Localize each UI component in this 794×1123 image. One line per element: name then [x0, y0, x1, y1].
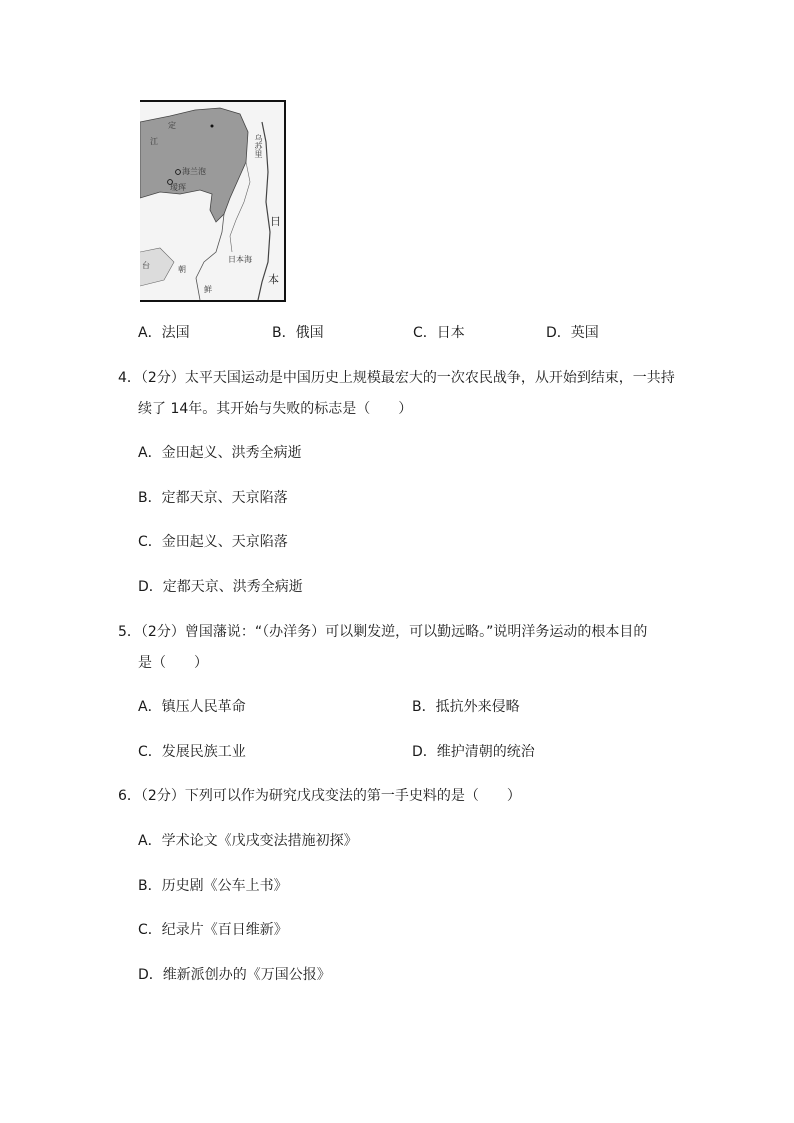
q4-option-a[interactable]: [138, 443, 302, 463]
q5-option-b[interactable]: [412, 697, 520, 717]
q3-option-d[interactable]: [546, 323, 599, 343]
q5-stem-line-2: 是（ ）: [138, 655, 208, 671]
q5-option-a[interactable]: [138, 697, 246, 717]
q4-option-a-text: 金田起义、洪秀全病逝: [161, 445, 302, 461]
q4-option-d-letter: D．: [138, 579, 163, 595]
map-drawing: [140, 102, 284, 300]
map-label-sea: 日本海: [228, 255, 252, 264]
q3-option-b[interactable]: [272, 323, 324, 343]
q3-option-d-text: 英国: [570, 325, 599, 341]
q6-option-d-text: 维新派创办的《万国公报》: [162, 967, 331, 983]
q5-option-c[interactable]: [138, 742, 246, 762]
q6-option-a[interactable]: [138, 831, 358, 851]
q4-option-c-text: 金田起义、天京陷落: [161, 534, 288, 550]
q3-option-c[interactable]: [413, 323, 465, 343]
q6-option-c-letter: C．: [138, 922, 162, 938]
q3-option-b-letter: B．: [272, 325, 296, 341]
q5-option-c-letter: C．: [138, 744, 162, 760]
q6-option-c-text: 纪录片《百日维新》: [161, 922, 288, 938]
q4-option-d-text: 定都天京、洪秀全病逝: [162, 579, 303, 595]
q4-option-c-letter: C．: [138, 534, 162, 550]
city-marker-ding: [211, 125, 214, 128]
q3-option-d-letter: D．: [546, 325, 571, 341]
q6-option-a-letter: A．: [138, 833, 162, 849]
q4-option-d[interactable]: [138, 577, 303, 597]
q4-stem-line-1: 4．（2分）太平天国运动是中国历史上规模最宏大的一次农民战争，从开始到结束，一共持: [118, 370, 675, 386]
q4-option-a-letter: A．: [138, 445, 162, 461]
map-figure: [140, 100, 286, 302]
q3-option-a-letter: A．: [138, 325, 162, 341]
q6-option-a-text: 学术论文《戊戌变法措施初探》: [161, 833, 358, 849]
map-label-jiang: 江: [150, 137, 158, 146]
q4-option-b[interactable]: [138, 488, 288, 508]
q5-option-c-text: 发展民族工业: [161, 744, 246, 760]
q6-option-d-letter: D．: [138, 967, 163, 983]
q4-option-b-text: 定都天京、天京陷落: [161, 490, 288, 506]
map-label-river: 乌苏里: [254, 134, 263, 158]
map-label-chao: 朝: [178, 265, 186, 274]
q6-option-b[interactable]: [138, 876, 288, 896]
map-label-ri: 日: [270, 215, 281, 228]
q6-stem-line-1: 6．（2分）下列可以作为研究戊戌变法的第一手史料的是（ ）: [118, 788, 521, 804]
q3-option-c-letter: C．: [413, 325, 437, 341]
q5-option-a-text: 镇压人民革命: [161, 699, 246, 715]
q5-option-d-text: 维护清朝的统治: [436, 744, 535, 760]
q5-option-b-text: 抵抗外来侵略: [435, 699, 520, 715]
map-label-hailanpao: 海兰泡: [182, 167, 206, 176]
q5-stem-line-1: 5．（2分）曾国藩说：“（办洋务）可以剿发逆，可以勤远略。”说明洋务运动的根本目的: [118, 624, 648, 640]
map-label-ding: 定: [168, 121, 176, 130]
q6-option-b-letter: B．: [138, 878, 162, 894]
q4-option-b-letter: B．: [138, 490, 162, 506]
q3-option-a-text: 法国: [161, 325, 190, 341]
map-label-ben: 本: [268, 273, 279, 286]
q5-option-d-letter: D．: [412, 744, 437, 760]
q6-option-c[interactable]: [138, 920, 288, 940]
map-label-xian: 鲜: [204, 285, 212, 294]
q3-option-c-text: 日本: [436, 325, 465, 341]
q6-option-b-text: 历史剧《公车上书》: [161, 878, 288, 894]
q4-stem-line-2: 续了 14年。其开始与失败的标志是（ ）: [138, 401, 413, 417]
q4-option-c[interactable]: [138, 532, 288, 552]
map-label-tai: 台: [142, 261, 150, 270]
q5-option-a-letter: A．: [138, 699, 162, 715]
q5-option-b-letter: B．: [412, 699, 436, 715]
q5-option-d[interactable]: [412, 742, 535, 762]
map-label-aihui: 瑷珲: [170, 183, 186, 192]
q3-option-b-text: 俄国: [295, 325, 324, 341]
q3-option-a[interactable]: [138, 323, 190, 343]
q6-option-d[interactable]: [138, 965, 331, 985]
